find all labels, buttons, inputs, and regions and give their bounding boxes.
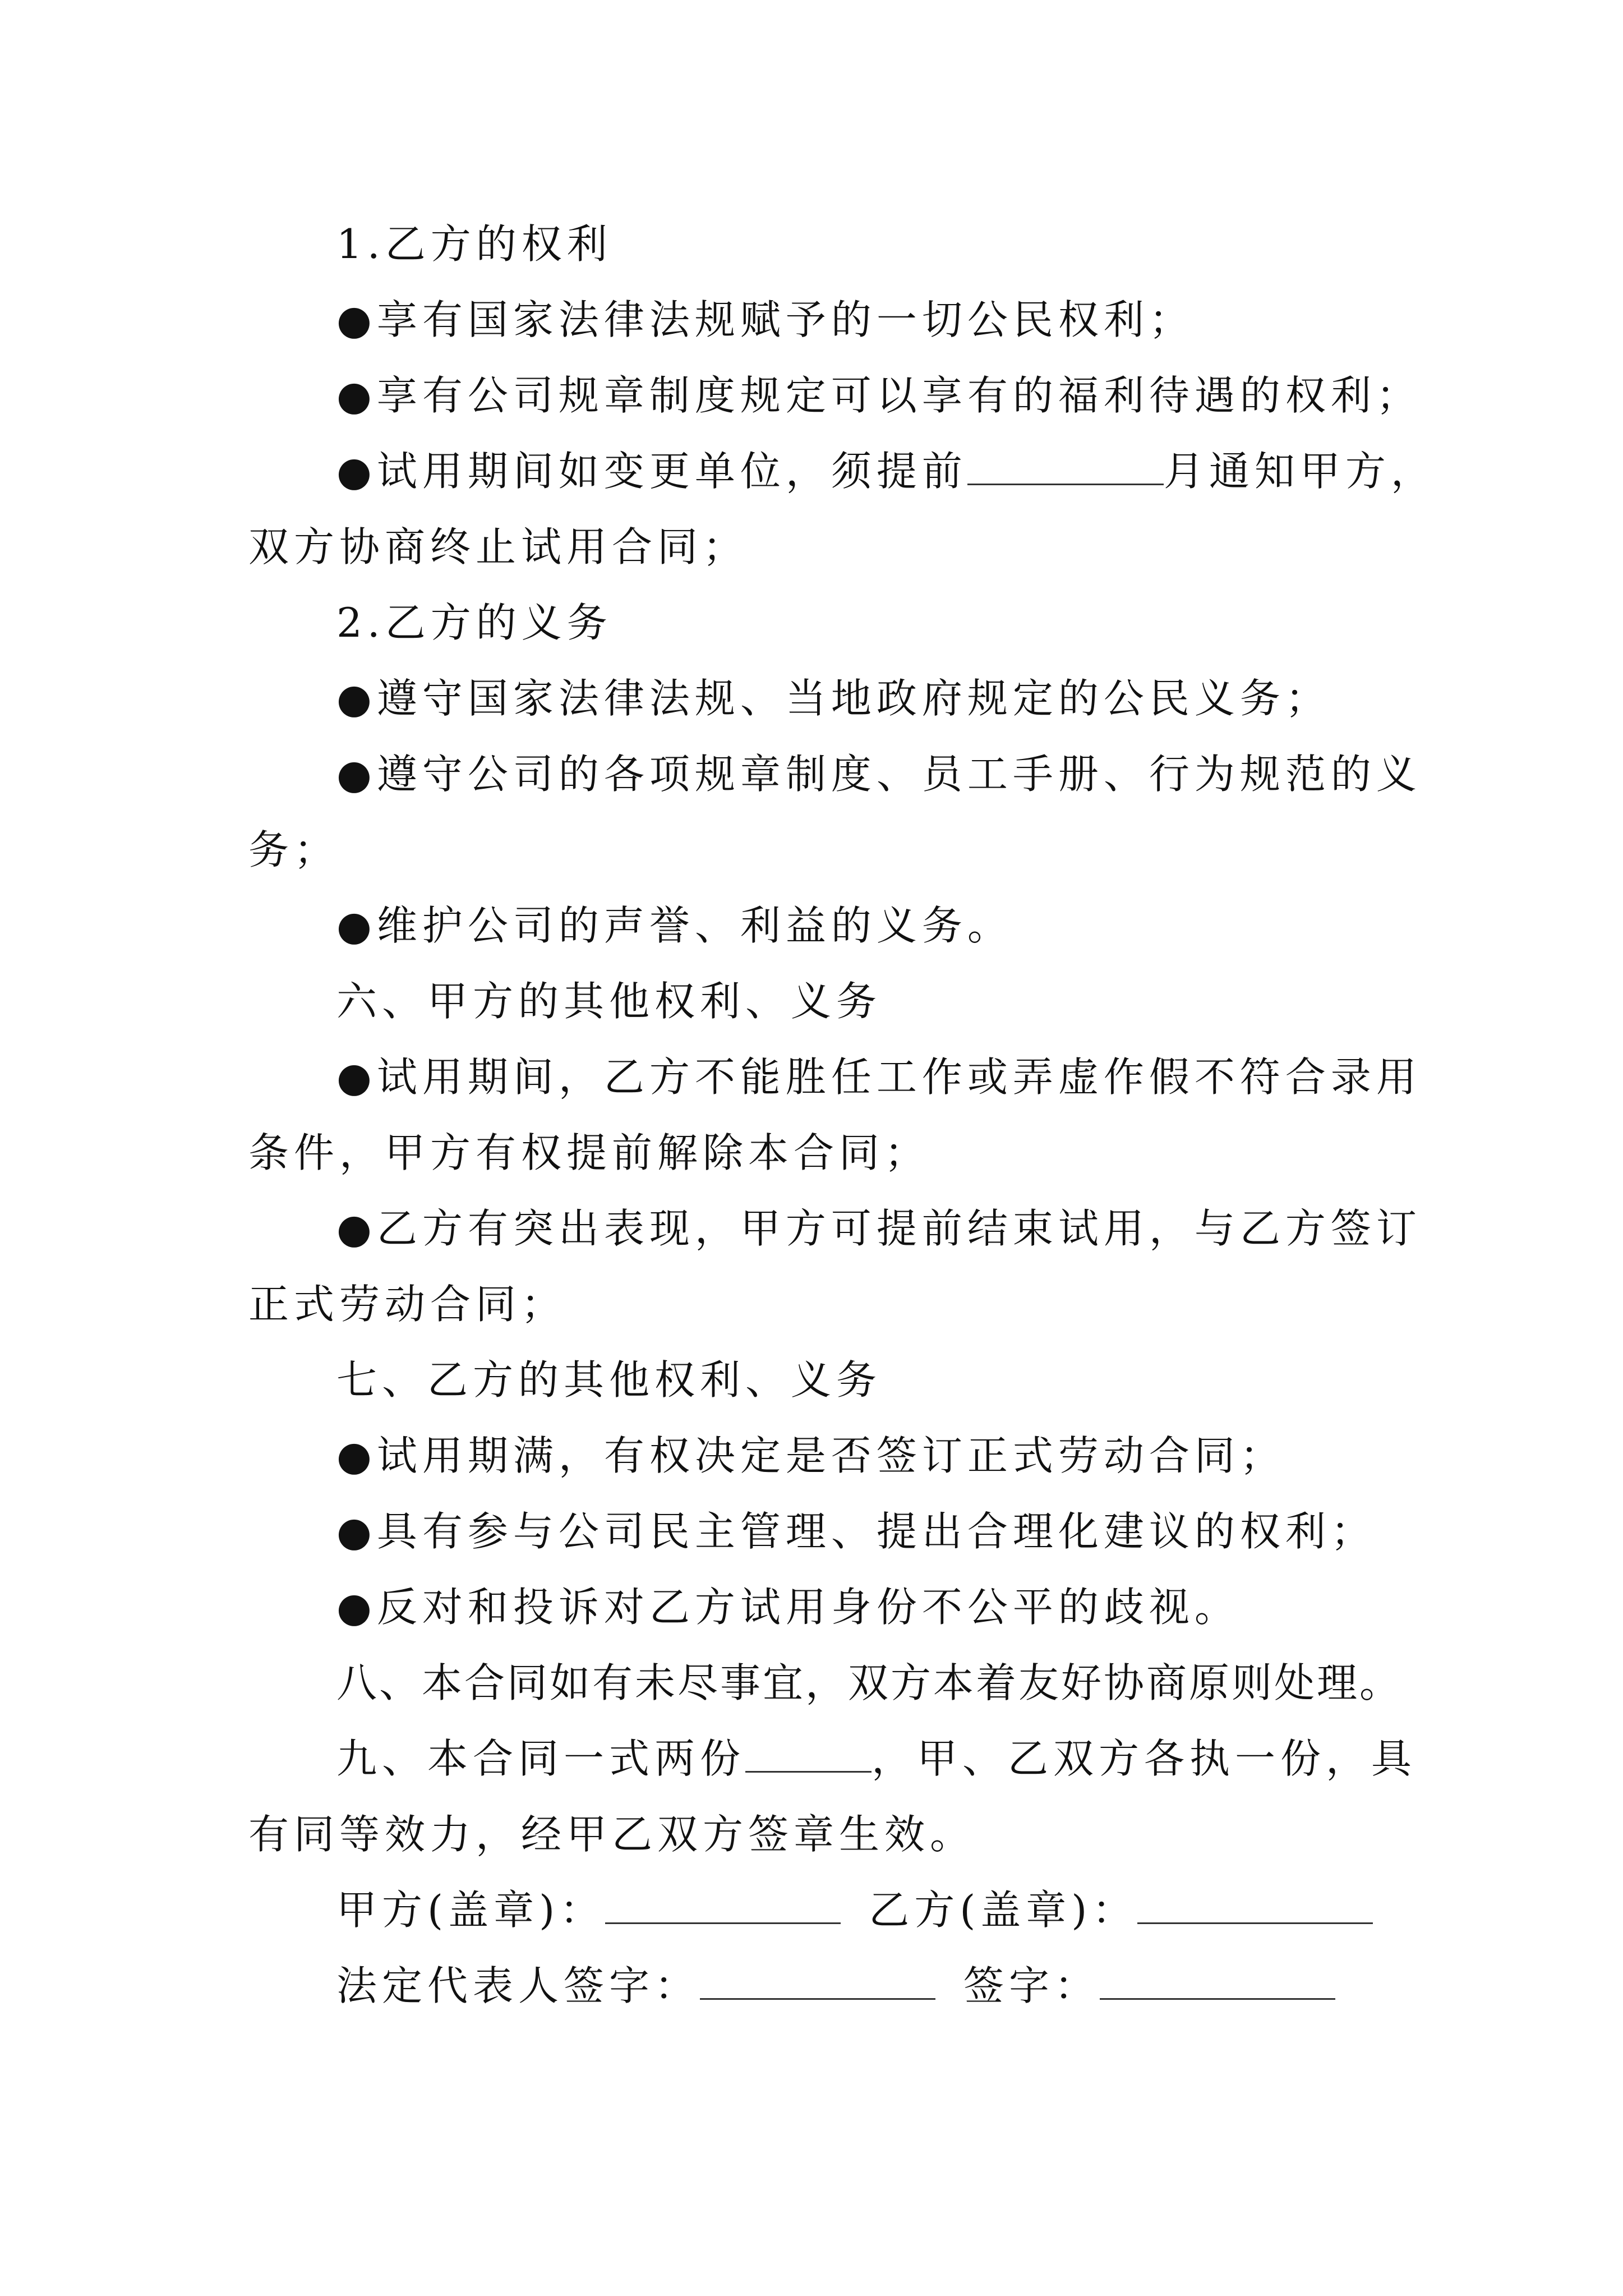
clause-item: ●享有国家法律法规赋予的一切公民权利； [336,296,1195,343]
clause-item: ●反对和投诉对乙方试用身份不公平的歧视。 [336,1584,1240,1631]
clause-continuation: 务； [248,826,340,873]
section-heading [336,1733,1417,1784]
clause-item: ●维护公司的声誉、利益的义务。 [336,902,1013,949]
party-a-seal-field[interactable] [605,1888,841,1924]
clause-text: 月通知甲方， [1163,448,1436,495]
clause-item: ●乙方有突出表现，甲方可提前结束试用，与乙方签订 [336,1205,1422,1252]
section-heading: 八、本合同如有未尽事宜，双方本着友好协商原则处理。 [336,1659,1403,1706]
clause-text: ，甲、乙双方各执一份，具 [872,1735,1417,1782]
party-a-seal-label: 甲方(盖章)： [336,1887,606,1934]
clause-item: ●具有参与公司民主管理、提出合理化建议的权利； [336,1508,1376,1555]
clause-item: ●试用期间，乙方不能胜任工作或弄虚作假不符合录用 [336,1053,1422,1101]
section-heading: 七、乙方的其他权利、义务 [336,1356,882,1404]
notice-period-blank[interactable] [967,449,1164,485]
clause-continuation: 双方协商终止试用合同； [248,523,749,570]
clause-continuation: 正式劳动合同； [248,1281,567,1328]
clause-continuation: 有同等效力，经甲乙双方签章生效。 [248,1811,976,1858]
clause-item: ●遵守国家法律法规、当地政府规定的公民义务； [336,675,1331,722]
copies-blank[interactable] [745,1736,872,1773]
clause-text: 九、本合同一式两份 [336,1735,746,1782]
party-b-sign-label: 签字： [963,1962,1100,2009]
legal-rep-sign-field[interactable] [700,1963,935,2000]
party-b-seal-label: 乙方(盖章)： [869,1887,1138,1934]
legal-rep-sign-label: 法定代表人签字： [336,1962,700,2009]
clause-item: ●享有公司规章制度规定可以享有的福利待遇的权利； [336,372,1422,419]
party-b-sign-field[interactable] [1100,1963,1335,2000]
clause-text: ●试用期间如变更单位，须提前 [336,448,967,495]
clause-item: ●试用期满，有权决定是否签订正式劳动合同； [336,1432,1285,1479]
clause-heading: 1.乙方的权利 [336,220,612,268]
clause-continuation: 条件，甲方有权提前解除本合同； [248,1129,930,1176]
party-b-seal-field[interactable] [1137,1888,1373,1924]
signature-row-sign [336,1961,1335,2011]
section-heading: 六、甲方的其他权利、义务 [336,978,882,1025]
signature-row-seal [336,1885,1373,1935]
clause-heading: 2.乙方的义务 [336,599,612,646]
clause-item [336,446,1436,496]
clause-item: ●遵守公司的各项规章制度、员工手册、行为规范的义 [336,751,1422,798]
